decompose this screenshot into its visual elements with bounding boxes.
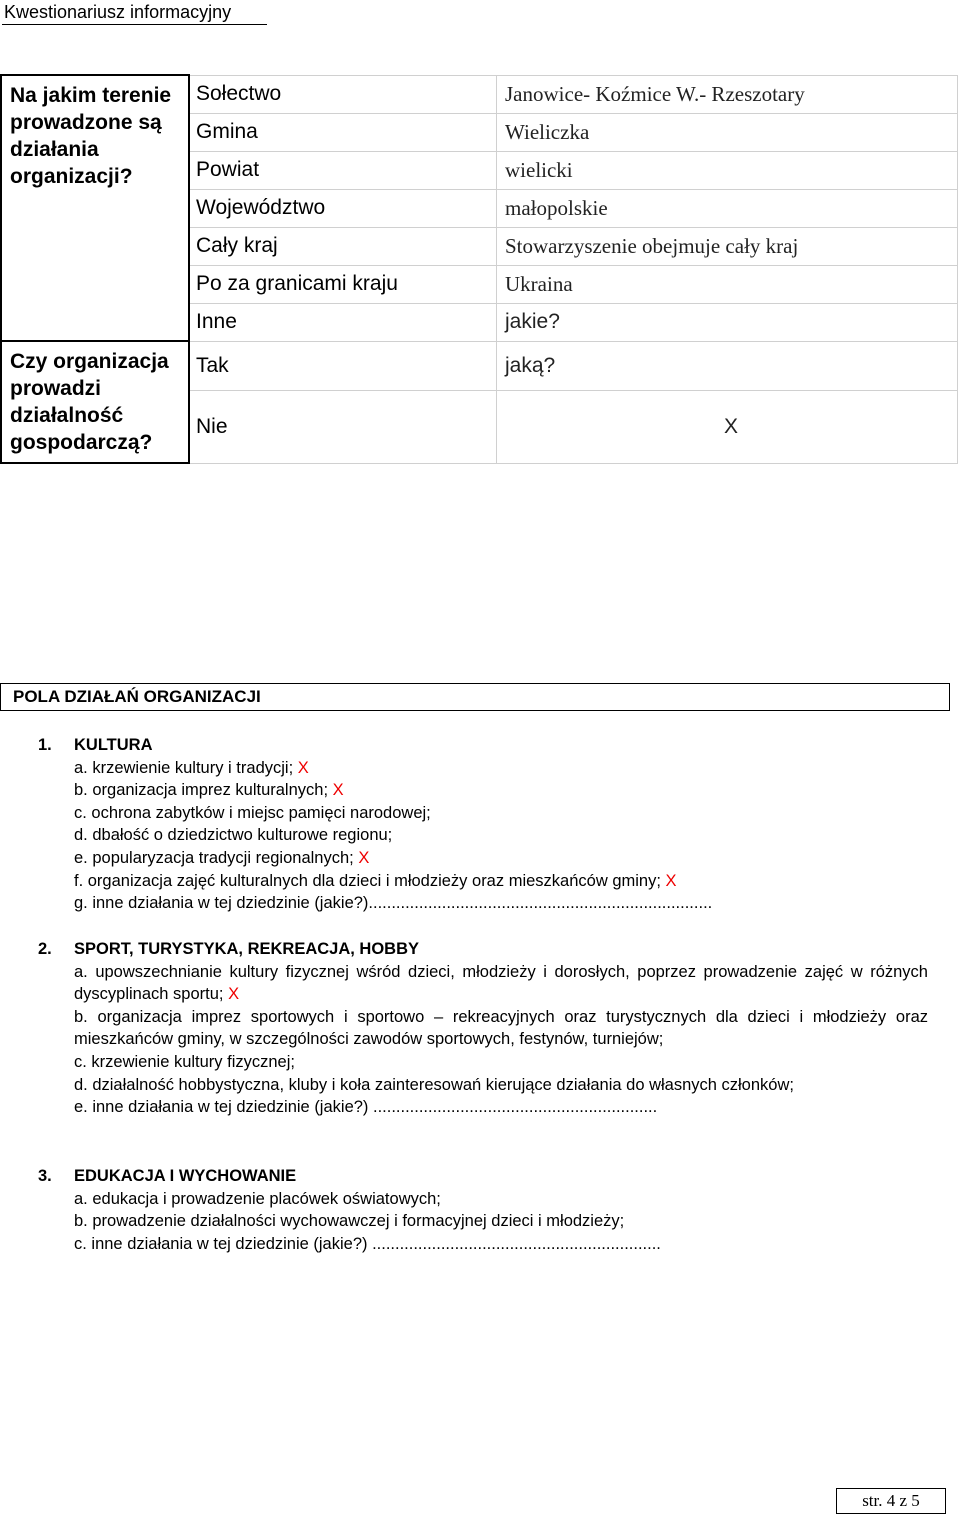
list-item: d. dbałość o dziedzictwo kulturowe regionu; bbox=[74, 826, 393, 845]
area-label: Po za granicami kraju bbox=[189, 265, 497, 303]
list-item: a. krzewienie kultury i tradycji; X bbox=[74, 758, 309, 777]
area-value: jakie? bbox=[497, 303, 958, 341]
list-item: a. upowszechnianie kultury fizycznej wśród dzieci, młodzieży i dorosłych, poprzez prowadzenie zajęć w różnych dyscyplinach sportu; X bbox=[74, 962, 928, 1004]
list-item: e. popularyzacja tradycji regionalnych; X bbox=[74, 848, 370, 867]
field-edukacja bbox=[38, 1165, 928, 1255]
area-table bbox=[0, 74, 958, 464]
list-item: b. organizacja imprez sportowych i sportowo – rekreacyjnych oraz turystycznych dla dzieci i młodzieży oraz mieszkańców gminy, w szczególności zawodów sportowych, festynów, turniejów; bbox=[74, 1007, 928, 1049]
area-label: Inne bbox=[189, 303, 497, 341]
area-value: Ukraina bbox=[497, 265, 958, 303]
area-label: Cały kraj bbox=[189, 227, 497, 265]
area-label: Gmina bbox=[189, 113, 497, 151]
area-question: Na jakim terenie prowadzone są działania organizacji? bbox=[1, 75, 189, 341]
area-label: Województwo bbox=[189, 189, 497, 227]
field-kultura bbox=[38, 734, 928, 915]
business-question: Czy organizacja prowadzi działalność gospodarczą? bbox=[1, 341, 189, 463]
checkmark-x: X bbox=[358, 848, 370, 867]
checkmark-x: X bbox=[665, 871, 677, 890]
field-heading: 2. SPORT, TURYSTYKA, REKREACJA, HOBBY bbox=[38, 940, 420, 958]
list-item: e. inne działania w tej dziedzinie (jakie?) .............................................................. bbox=[74, 1098, 658, 1117]
page-number-box bbox=[836, 1488, 946, 1514]
area-label: Powiat bbox=[189, 151, 497, 189]
area-value: wielicki bbox=[497, 151, 958, 189]
list-item: g. inne działania w tej dziedzinie (jakie?)........................................................................... bbox=[74, 894, 713, 913]
business-value: jaką? bbox=[497, 341, 958, 390]
list-item: a. edukacja i prowadzenie placówek oświatowych; bbox=[74, 1189, 441, 1208]
list-item: c. krzewienie kultury fizycznej; bbox=[74, 1052, 295, 1071]
checkmark-x: X bbox=[228, 985, 240, 1004]
field-title: SPORT, TURYSTYKA, REKREACJA, HOBBY bbox=[74, 940, 420, 958]
checkmark-x: X bbox=[297, 758, 309, 777]
section-title-box bbox=[0, 683, 950, 711]
list-item: b. prowadzenie działalności wychowawczej i formacyjnej dzieci i młodzieży; bbox=[74, 1212, 625, 1231]
business-label: Tak bbox=[189, 341, 497, 390]
document-header bbox=[2, 0, 267, 25]
area-value: Wieliczka bbox=[497, 113, 958, 151]
field-heading: 3. EDUKACJA I WYCHOWANIE bbox=[38, 1167, 297, 1185]
field-heading: 1. KULTURA bbox=[38, 736, 153, 754]
page-number: str. 4 z 5 bbox=[862, 1491, 920, 1510]
field-title: EDUKACJA I WYCHOWANIE bbox=[74, 1167, 297, 1185]
area-value: małopolskie bbox=[497, 189, 958, 227]
field-title: KULTURA bbox=[74, 736, 153, 754]
field-sport bbox=[38, 938, 928, 1119]
list-item: c. inne działania w tej dziedzinie (jakie?) ............................................................... bbox=[74, 1234, 661, 1253]
list-item: b. organizacja imprez kulturalnych; X bbox=[74, 781, 344, 800]
area-value: Janowice- Koźmice W.- Rzeszotary bbox=[497, 75, 958, 113]
checkmark-x: X bbox=[332, 781, 344, 800]
area-value: Stowarzyszenie obejmuje cały kraj bbox=[497, 227, 958, 265]
area-label: Sołectwo bbox=[189, 75, 497, 113]
list-item: d. działalność hobbystyczna, kluby i koła zainteresowań kierujące działania do własnych członków; bbox=[74, 1075, 794, 1094]
list-item: f. organizacja zajęć kulturalnych dla dzieci i młodzieży oraz mieszkańców gminy; X bbox=[74, 871, 677, 890]
list-item: c. ochrona zabytków i miejsc pamięci narodowej; bbox=[74, 803, 431, 822]
business-label: Nie bbox=[189, 390, 497, 463]
business-mark: X bbox=[497, 390, 958, 463]
header-title: Kwestionariusz informacyjny bbox=[4, 2, 232, 22]
section-title: POLA DZIAŁAŃ ORGANIZACJI bbox=[13, 687, 261, 706]
